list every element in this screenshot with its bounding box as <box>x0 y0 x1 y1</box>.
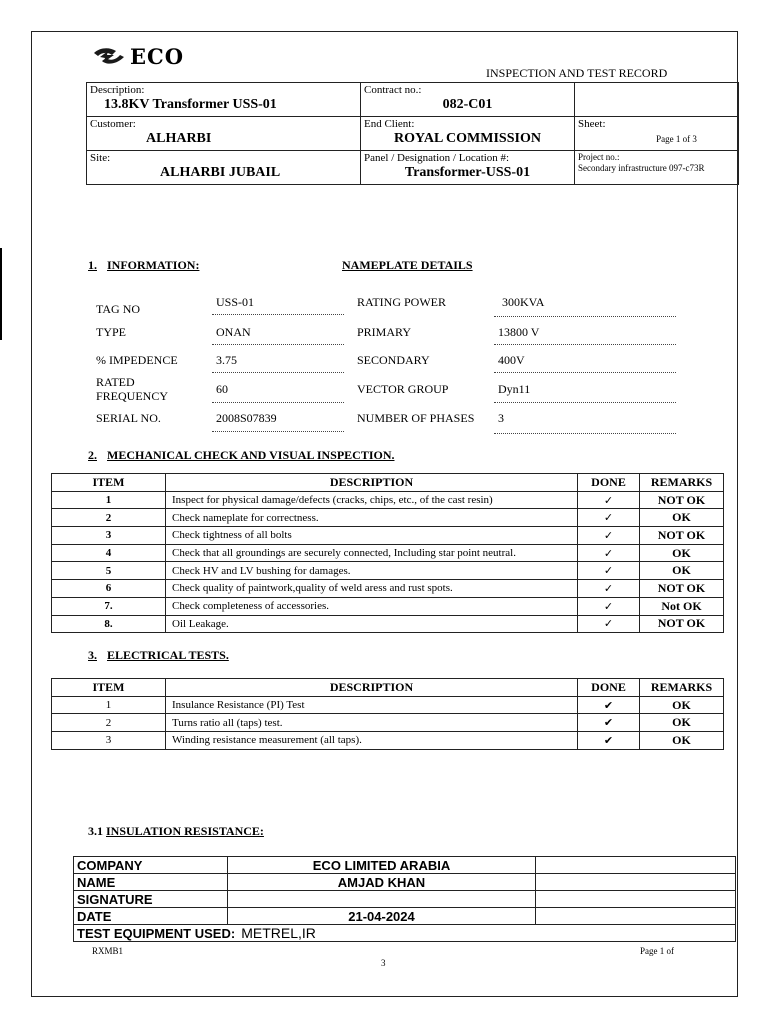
table-row <box>52 732 724 750</box>
end-client-label: End Client: <box>364 118 415 130</box>
table-row <box>74 857 736 874</box>
description-cell: Oil Leakage. <box>166 615 578 633</box>
field-value: 3.75 <box>216 353 237 367</box>
equipment-value: METREL,IR <box>241 925 316 941</box>
page-label: Page 1 of <box>640 946 674 956</box>
section-mechanical-heading <box>88 448 395 463</box>
remarks-cell: NOT OK <box>640 527 724 545</box>
description-value: 13.8KV Transformer USS-01 <box>104 97 277 112</box>
company-logo <box>92 44 184 68</box>
check-mark: ✓ <box>578 527 640 545</box>
section-title: ELECTRICAL TESTS. <box>107 648 229 662</box>
description-cell: Check completeness of accessories. <box>166 597 578 615</box>
field-underline <box>212 372 344 373</box>
panel-value: Transformer-USS-01 <box>404 165 531 180</box>
section-number: 1. <box>88 258 97 272</box>
description-cell: Turns ratio all (taps) test. <box>166 714 578 732</box>
end-client-value: ROYAL COMMISSION <box>394 131 541 146</box>
customer-cell <box>87 117 361 151</box>
check-mark: ✓ <box>578 615 640 633</box>
table-row <box>52 696 724 714</box>
column-header: DONE <box>578 474 640 492</box>
field-value: 13800 V <box>498 325 540 339</box>
section-title: MECHANICAL CHECK AND VISUAL INSPECTION. <box>107 448 395 462</box>
date-label: DATE <box>74 908 228 925</box>
item-cell: 1 <box>52 696 166 714</box>
panel-label: Panel / Designation / Location #: <box>364 152 510 164</box>
section-insulation-heading <box>88 824 264 839</box>
eco-swoosh-icon <box>92 45 126 67</box>
field-value: 2008S07839 <box>216 411 277 425</box>
company-label: COMPANY <box>74 857 228 874</box>
remarks-cell: NOT OK <box>640 580 724 598</box>
nameplate-heading: NAMEPLATE DETAILS <box>342 258 473 272</box>
table-row <box>52 597 724 615</box>
field-underline <box>494 372 676 373</box>
remarks-cell: NOT OK <box>640 615 724 633</box>
blank-cell <box>536 891 736 908</box>
contract-cell <box>361 83 575 117</box>
name-label: NAME <box>74 874 228 891</box>
field-underline <box>494 316 676 317</box>
remarks-cell: OK <box>640 732 724 750</box>
item-cell: 6 <box>52 580 166 598</box>
field-label: NUMBER OF PHASES <box>357 411 475 425</box>
description-cell: Check tightness of all bolts <box>166 527 578 545</box>
field-underline <box>212 344 344 345</box>
table-row <box>52 714 724 732</box>
site-value: ALHARBI JUBAIL <box>160 165 281 180</box>
item-cell: 5 <box>52 562 166 580</box>
site-label: Site: <box>90 152 111 164</box>
column-header: REMARKS <box>640 474 724 492</box>
field-label: SECONDARY <box>357 353 430 367</box>
description-label: Description: <box>90 84 145 96</box>
sheet-cell <box>575 117 739 151</box>
check-mark: ✓ <box>578 491 640 509</box>
sheet-value: Page 1 of 3 <box>656 134 697 144</box>
electrical-tests-table <box>51 678 724 750</box>
item-cell: 4 <box>52 544 166 562</box>
table-row <box>52 544 724 562</box>
project-label: Project no.: <box>578 152 620 162</box>
remarks-cell: OK <box>640 714 724 732</box>
signature-label: SIGNATURE <box>74 891 228 908</box>
section-number: 3.1 <box>88 824 103 838</box>
header-table <box>86 82 739 185</box>
customer-value: ALHARBI <box>146 131 212 146</box>
remarks-cell: NOT OK <box>640 491 724 509</box>
table-row <box>74 874 736 891</box>
item-cell: 3 <box>52 527 166 545</box>
field-underline <box>494 402 676 403</box>
contract-value: 082-C01 <box>442 97 493 112</box>
description-cell: Check quality of paintwork,quality of weld aress and rust spots. <box>166 580 578 598</box>
field-value: 400V <box>498 353 525 367</box>
section-number: 3. <box>88 648 97 662</box>
project-value: Secondary infrastructure 097-c73R <box>578 163 705 173</box>
column-header: DESCRIPTION <box>166 474 578 492</box>
doc-code: RXMB1 <box>92 946 124 956</box>
check-mark: ✔ <box>578 714 640 732</box>
table-row <box>52 509 724 527</box>
page-total: 3 <box>381 958 386 968</box>
section-title: INSULATION RESISTANCE: <box>106 824 264 838</box>
item-cell: 7. <box>52 597 166 615</box>
field-underline <box>494 433 676 434</box>
field-label: PRIMARY <box>357 325 412 339</box>
site-cell <box>87 151 361 185</box>
description-cell: Check HV and LV bushing for damages. <box>166 562 578 580</box>
mechanical-check-table <box>51 473 724 633</box>
signoff-table <box>73 856 736 942</box>
check-mark: ✔ <box>578 732 640 750</box>
equipment-cell <box>74 925 736 942</box>
margin-mark <box>0 248 2 340</box>
signature-value <box>228 891 536 908</box>
field-label: TAG NO <box>96 302 141 316</box>
column-header: DESCRIPTION <box>166 679 578 697</box>
field-label: TYPE <box>96 325 126 339</box>
table-row <box>74 925 736 942</box>
remarks-cell: Not OK <box>640 597 724 615</box>
remarks-cell: OK <box>640 544 724 562</box>
end-client-cell <box>361 117 575 151</box>
name-value: AMJAD KHAN <box>228 874 536 891</box>
description-cell <box>87 83 361 117</box>
equipment-label: TEST EQUIPMENT USED: <box>77 926 236 941</box>
contract-label: Contract no.: <box>364 84 422 96</box>
remarks-cell: OK <box>640 696 724 714</box>
description-cell: Insulance Resistance (PI) Test <box>166 696 578 714</box>
date-value: 21-04-2024 <box>228 908 536 925</box>
field-value: 3 <box>498 411 504 425</box>
section-number: 2. <box>88 448 97 462</box>
blank-cell <box>536 857 736 874</box>
field-value: USS-01 <box>216 295 255 309</box>
field-value: ONAN <box>216 325 251 339</box>
table-row <box>52 527 724 545</box>
field-underline <box>212 402 344 403</box>
project-cell <box>575 151 739 185</box>
remarks-cell: OK <box>640 562 724 580</box>
item-cell: 3 <box>52 732 166 750</box>
item-cell: 2 <box>52 714 166 732</box>
item-cell: 1 <box>52 491 166 509</box>
table-row <box>52 580 724 598</box>
field-underline <box>212 314 344 315</box>
table-row <box>52 491 724 509</box>
check-mark: ✓ <box>578 509 640 527</box>
description-cell: Check nameplate for correctness. <box>166 509 578 527</box>
field-value: Dyn11 <box>498 382 531 396</box>
section-information-heading <box>88 258 199 273</box>
section-electrical-heading <box>88 648 229 663</box>
remarks-cell: OK <box>640 509 724 527</box>
check-mark: ✔ <box>578 696 640 714</box>
column-header: DONE <box>578 679 640 697</box>
item-cell: 2 <box>52 509 166 527</box>
field-label: RATED FREQUENCY <box>96 375 169 403</box>
field-label: VECTOR GROUP <box>357 382 449 396</box>
field-underline <box>494 344 676 345</box>
company-value: ECO LIMITED ARABIA <box>228 857 536 874</box>
table-row <box>52 562 724 580</box>
section-title: INFORMATION: <box>107 258 200 272</box>
table-header-row <box>52 474 724 492</box>
description-cell: Check that all groundings are securely connected, Including star point neutral. <box>166 544 578 562</box>
check-mark: ✓ <box>578 562 640 580</box>
table-row <box>74 908 736 925</box>
item-cell: 8. <box>52 615 166 633</box>
blank-cell <box>575 83 739 117</box>
sheet-label: Sheet: <box>578 118 606 130</box>
column-header: ITEM <box>52 474 166 492</box>
customer-label: Customer: <box>90 118 136 130</box>
blank-cell <box>536 908 736 925</box>
table-row <box>52 615 724 633</box>
blank-cell <box>536 874 736 891</box>
panel-cell <box>361 151 575 185</box>
check-mark: ✓ <box>578 597 640 615</box>
field-value: 300KVA <box>502 295 545 309</box>
field-value: 60 <box>216 382 228 396</box>
column-header: ITEM <box>52 679 166 697</box>
check-mark: ✓ <box>578 580 640 598</box>
table-row <box>74 891 736 908</box>
table-header-row <box>52 679 724 697</box>
record-title: INSPECTION AND TEST RECORD <box>486 66 668 80</box>
field-label: % IMPEDENCE <box>96 353 178 367</box>
field-label: SERIAL NO. <box>96 411 161 425</box>
description-cell: Inspect for physical damage/defects (cracks, chips, etc., of the cast resin) <box>166 491 578 509</box>
field-underline <box>212 431 344 432</box>
field-label: RATING POWER <box>357 295 446 309</box>
column-header: REMARKS <box>640 679 724 697</box>
check-mark: ✓ <box>578 544 640 562</box>
logo-text: ECO <box>130 43 185 69</box>
description-cell: Winding resistance measurement (all taps). <box>166 732 578 750</box>
